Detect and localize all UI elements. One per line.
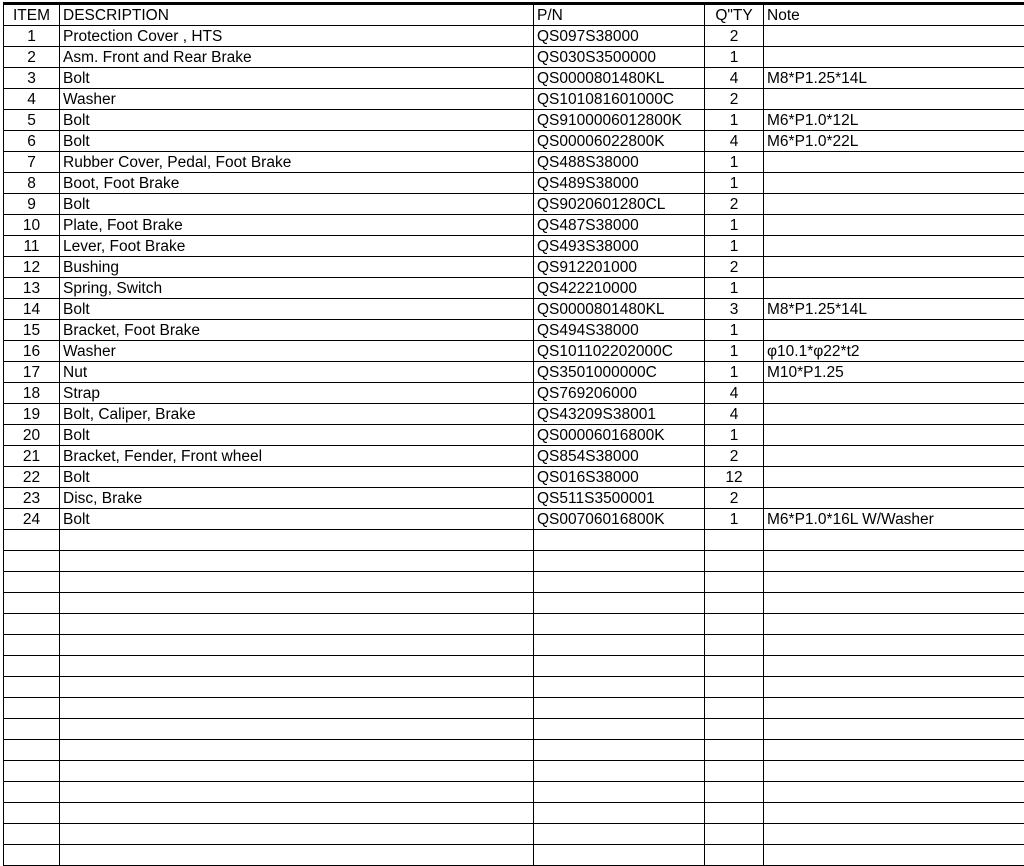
table-row [4, 509, 1024, 530]
parts-list-sheet [3, 2, 1024, 866]
cell-note [764, 278, 1024, 299]
cell-pn-empty [534, 572, 705, 593]
cell-description: Plate, Foot Brake [60, 215, 534, 236]
table-row [4, 320, 1024, 341]
cell-pn: QS00006022800K [534, 131, 705, 152]
cell-description: Strap [60, 383, 534, 404]
cell-note-empty [764, 719, 1024, 740]
cell-item-empty [4, 572, 60, 593]
table-row [4, 89, 1024, 110]
cell-note-empty [764, 824, 1024, 845]
cell-item: 20 [4, 425, 60, 446]
table-row [4, 299, 1024, 320]
cell-description: Bolt [60, 509, 534, 530]
cell-qty: 3 [705, 299, 764, 320]
cell-note [764, 89, 1024, 110]
cell-description: Washer [60, 341, 534, 362]
cell-qty-empty [705, 572, 764, 593]
header-pn: P/N [534, 5, 705, 26]
cell-qty-empty [705, 719, 764, 740]
cell-description: Bolt [60, 131, 534, 152]
cell-qty: 1 [705, 152, 764, 173]
cell-item: 19 [4, 404, 60, 425]
cell-qty: 4 [705, 68, 764, 89]
cell-description: Bolt [60, 425, 534, 446]
cell-item: 15 [4, 320, 60, 341]
header-item: ITEM [4, 5, 60, 26]
cell-pn: QS101102202000C [534, 341, 705, 362]
cell-pn-empty [534, 845, 705, 866]
cell-item: 2 [4, 47, 60, 68]
cell-description-empty [60, 761, 534, 782]
cell-note: M8*P1.25*14L [764, 299, 1024, 320]
cell-note [764, 488, 1024, 509]
cell-note-empty [764, 698, 1024, 719]
cell-qty: 1 [705, 236, 764, 257]
cell-description-empty [60, 698, 534, 719]
cell-pn: QS489S38000 [534, 173, 705, 194]
empty-row [4, 656, 1024, 677]
cell-qty-empty [705, 845, 764, 866]
cell-item-empty [4, 677, 60, 698]
cell-item: 3 [4, 68, 60, 89]
cell-description: Bolt [60, 299, 534, 320]
table-row [4, 278, 1024, 299]
header-description: DESCRIPTION [60, 5, 534, 26]
cell-item: 21 [4, 446, 60, 467]
cell-qty-empty [705, 593, 764, 614]
cell-pn: QS422210000 [534, 278, 705, 299]
cell-description: Bushing [60, 257, 534, 278]
cell-qty: 1 [705, 425, 764, 446]
cell-description: Washer [60, 89, 534, 110]
cell-note-empty [764, 803, 1024, 824]
empty-row [4, 803, 1024, 824]
cell-pn-empty [534, 698, 705, 719]
cell-item-empty [4, 845, 60, 866]
cell-note-empty [764, 593, 1024, 614]
cell-qty-empty [705, 614, 764, 635]
cell-qty: 4 [705, 404, 764, 425]
cell-pn: QS493S38000 [534, 236, 705, 257]
cell-pn: QS511S3500001 [534, 488, 705, 509]
cell-description-empty [60, 740, 534, 761]
cell-item-empty [4, 551, 60, 572]
cell-description: Spring, Switch [60, 278, 534, 299]
cell-qty-empty [705, 740, 764, 761]
empty-row [4, 824, 1024, 845]
cell-note-empty [764, 572, 1024, 593]
cell-description-empty [60, 656, 534, 677]
cell-qty: 1 [705, 47, 764, 68]
table-row [4, 488, 1024, 509]
cell-qty-empty [705, 530, 764, 551]
cell-note [764, 152, 1024, 173]
cell-description-empty [60, 719, 534, 740]
header-row [4, 5, 1024, 26]
cell-description: Rubber Cover, Pedal, Foot Brake [60, 152, 534, 173]
cell-pn-empty [534, 656, 705, 677]
cell-item-empty [4, 656, 60, 677]
cell-qty: 2 [705, 446, 764, 467]
table-row [4, 404, 1024, 425]
cell-item: 22 [4, 467, 60, 488]
cell-note [764, 404, 1024, 425]
cell-pn-empty [534, 782, 705, 803]
cell-item-empty [4, 824, 60, 845]
cell-item-empty [4, 803, 60, 824]
cell-description: Bolt [60, 110, 534, 131]
cell-note: M6*P1.0*12L [764, 110, 1024, 131]
cell-note [764, 257, 1024, 278]
cell-description: Bracket, Foot Brake [60, 320, 534, 341]
table-row [4, 194, 1024, 215]
table-row [4, 467, 1024, 488]
cell-note [764, 47, 1024, 68]
cell-item: 7 [4, 152, 60, 173]
cell-qty-empty [705, 824, 764, 845]
empty-row [4, 782, 1024, 803]
cell-qty: 2 [705, 488, 764, 509]
cell-item-empty [4, 740, 60, 761]
cell-description: Disc, Brake [60, 488, 534, 509]
cell-qty: 4 [705, 383, 764, 404]
cell-note-empty [764, 740, 1024, 761]
cell-item: 17 [4, 362, 60, 383]
cell-description: Bracket, Fender, Front wheel [60, 446, 534, 467]
cell-item: 6 [4, 131, 60, 152]
cell-description: Bolt [60, 467, 534, 488]
cell-pn-empty [534, 719, 705, 740]
cell-note-empty [764, 656, 1024, 677]
cell-pn: QS097S38000 [534, 26, 705, 47]
cell-note [764, 215, 1024, 236]
cell-item-empty [4, 719, 60, 740]
table-row [4, 425, 1024, 446]
empty-row [4, 635, 1024, 656]
cell-qty: 1 [705, 278, 764, 299]
cell-note: φ10.1*φ22*t2 [764, 341, 1024, 362]
cell-pn: QS769206000 [534, 383, 705, 404]
cell-description: Nut [60, 362, 534, 383]
cell-note-empty [764, 530, 1024, 551]
cell-qty: 1 [705, 362, 764, 383]
cell-description-empty [60, 572, 534, 593]
cell-pn-empty [534, 803, 705, 824]
table-row [4, 152, 1024, 173]
empty-row [4, 593, 1024, 614]
cell-qty: 1 [705, 215, 764, 236]
cell-note: M6*P1.0*22L [764, 131, 1024, 152]
cell-pn: QS9020601280CL [534, 194, 705, 215]
cell-note [764, 236, 1024, 257]
cell-pn: QS912201000 [534, 257, 705, 278]
cell-pn: QS0000801480KL [534, 299, 705, 320]
parts-table [3, 5, 1024, 866]
cell-item: 4 [4, 89, 60, 110]
cell-qty: 4 [705, 131, 764, 152]
cell-pn-empty [534, 593, 705, 614]
cell-description-empty [60, 782, 534, 803]
cell-note-empty [764, 551, 1024, 572]
cell-qty-empty [705, 656, 764, 677]
cell-pn: QS00006016800K [534, 425, 705, 446]
cell-qty: 1 [705, 173, 764, 194]
cell-pn-empty [534, 824, 705, 845]
cell-description-empty [60, 635, 534, 656]
table-row [4, 215, 1024, 236]
cell-description-empty [60, 824, 534, 845]
cell-item: 11 [4, 236, 60, 257]
cell-item: 13 [4, 278, 60, 299]
cell-description-empty [60, 530, 534, 551]
cell-pn: QS9100006012800K [534, 110, 705, 131]
cell-pn: QS3501000000C [534, 362, 705, 383]
cell-description-empty [60, 614, 534, 635]
empty-row [4, 572, 1024, 593]
cell-pn-empty [534, 677, 705, 698]
cell-note [764, 194, 1024, 215]
cell-qty-empty [705, 635, 764, 656]
cell-qty-empty [705, 677, 764, 698]
cell-item-empty [4, 635, 60, 656]
cell-note-empty [764, 614, 1024, 635]
empty-row [4, 845, 1024, 866]
empty-row [4, 677, 1024, 698]
table-row [4, 131, 1024, 152]
cell-pn: QS0000801480KL [534, 68, 705, 89]
cell-pn: QS00706016800K [534, 509, 705, 530]
cell-description: Lever, Foot Brake [60, 236, 534, 257]
cell-qty: 2 [705, 26, 764, 47]
cell-qty-empty [705, 761, 764, 782]
cell-note-empty [764, 845, 1024, 866]
empty-row [4, 551, 1024, 572]
cell-item: 12 [4, 257, 60, 278]
cell-item: 10 [4, 215, 60, 236]
cell-item: 9 [4, 194, 60, 215]
cell-qty-empty [705, 698, 764, 719]
cell-description: Bolt [60, 68, 534, 89]
empty-row [4, 698, 1024, 719]
cell-note [764, 173, 1024, 194]
cell-pn-empty [534, 551, 705, 572]
cell-note [764, 446, 1024, 467]
cell-note: M8*P1.25*14L [764, 68, 1024, 89]
table-row [4, 68, 1024, 89]
cell-item-empty [4, 782, 60, 803]
cell-qty: 2 [705, 194, 764, 215]
empty-row [4, 530, 1024, 551]
cell-pn: QS488S38000 [534, 152, 705, 173]
cell-pn-empty [534, 761, 705, 782]
cell-item-empty [4, 698, 60, 719]
cell-qty: 2 [705, 89, 764, 110]
table-row [4, 26, 1024, 47]
cell-pn-empty [534, 530, 705, 551]
cell-pn-empty [534, 614, 705, 635]
cell-note [764, 320, 1024, 341]
cell-note [764, 467, 1024, 488]
cell-note-empty [764, 635, 1024, 656]
cell-description-empty [60, 593, 534, 614]
cell-note-empty [764, 761, 1024, 782]
cell-description-empty [60, 845, 534, 866]
cell-pn: QS487S38000 [534, 215, 705, 236]
cell-qty-empty [705, 551, 764, 572]
cell-pn: QS016S38000 [534, 467, 705, 488]
cell-pn: QS494S38000 [534, 320, 705, 341]
cell-pn: QS101081601000C [534, 89, 705, 110]
empty-row [4, 740, 1024, 761]
cell-item-empty [4, 530, 60, 551]
cell-note: M10*P1.25 [764, 362, 1024, 383]
cell-item: 16 [4, 341, 60, 362]
cell-note: M6*P1.0*16L W/Washer [764, 509, 1024, 530]
cell-qty-empty [705, 782, 764, 803]
cell-pn-empty [534, 635, 705, 656]
cell-pn: QS030S3500000 [534, 47, 705, 68]
cell-qty-empty [705, 803, 764, 824]
table-row [4, 110, 1024, 131]
cell-item-empty [4, 761, 60, 782]
cell-description: Bolt [60, 194, 534, 215]
table-row [4, 236, 1024, 257]
cell-qty: 1 [705, 341, 764, 362]
cell-description-empty [60, 677, 534, 698]
cell-note [764, 383, 1024, 404]
table-row [4, 341, 1024, 362]
cell-item: 24 [4, 509, 60, 530]
cell-qty: 2 [705, 257, 764, 278]
cell-description: Asm. Front and Rear Brake [60, 47, 534, 68]
table-row [4, 446, 1024, 467]
table-row [4, 362, 1024, 383]
cell-description: Protection Cover , HTS [60, 26, 534, 47]
cell-pn-empty [534, 740, 705, 761]
cell-note [764, 425, 1024, 446]
cell-pn: QS854S38000 [534, 446, 705, 467]
cell-item-empty [4, 614, 60, 635]
cell-description: Boot, Foot Brake [60, 173, 534, 194]
cell-pn: QS43209S38001 [534, 404, 705, 425]
cell-description: Bolt, Caliper, Brake [60, 404, 534, 425]
table-row [4, 383, 1024, 404]
cell-description-empty [60, 551, 534, 572]
table-row [4, 47, 1024, 68]
cell-item-empty [4, 593, 60, 614]
cell-qty: 1 [705, 110, 764, 131]
cell-item: 23 [4, 488, 60, 509]
cell-qty: 1 [705, 509, 764, 530]
cell-item: 18 [4, 383, 60, 404]
header-note: Note [764, 5, 1024, 26]
cell-item: 8 [4, 173, 60, 194]
cell-item: 1 [4, 26, 60, 47]
empty-row [4, 719, 1024, 740]
empty-row [4, 614, 1024, 635]
cell-note [764, 26, 1024, 47]
table-row [4, 257, 1024, 278]
cell-qty: 1 [705, 320, 764, 341]
cell-description-empty [60, 803, 534, 824]
table-row [4, 173, 1024, 194]
cell-item: 14 [4, 299, 60, 320]
empty-row [4, 761, 1024, 782]
cell-item: 5 [4, 110, 60, 131]
cell-qty: 12 [705, 467, 764, 488]
cell-note-empty [764, 782, 1024, 803]
cell-note-empty [764, 677, 1024, 698]
header-qty: Q"TY [705, 5, 764, 26]
